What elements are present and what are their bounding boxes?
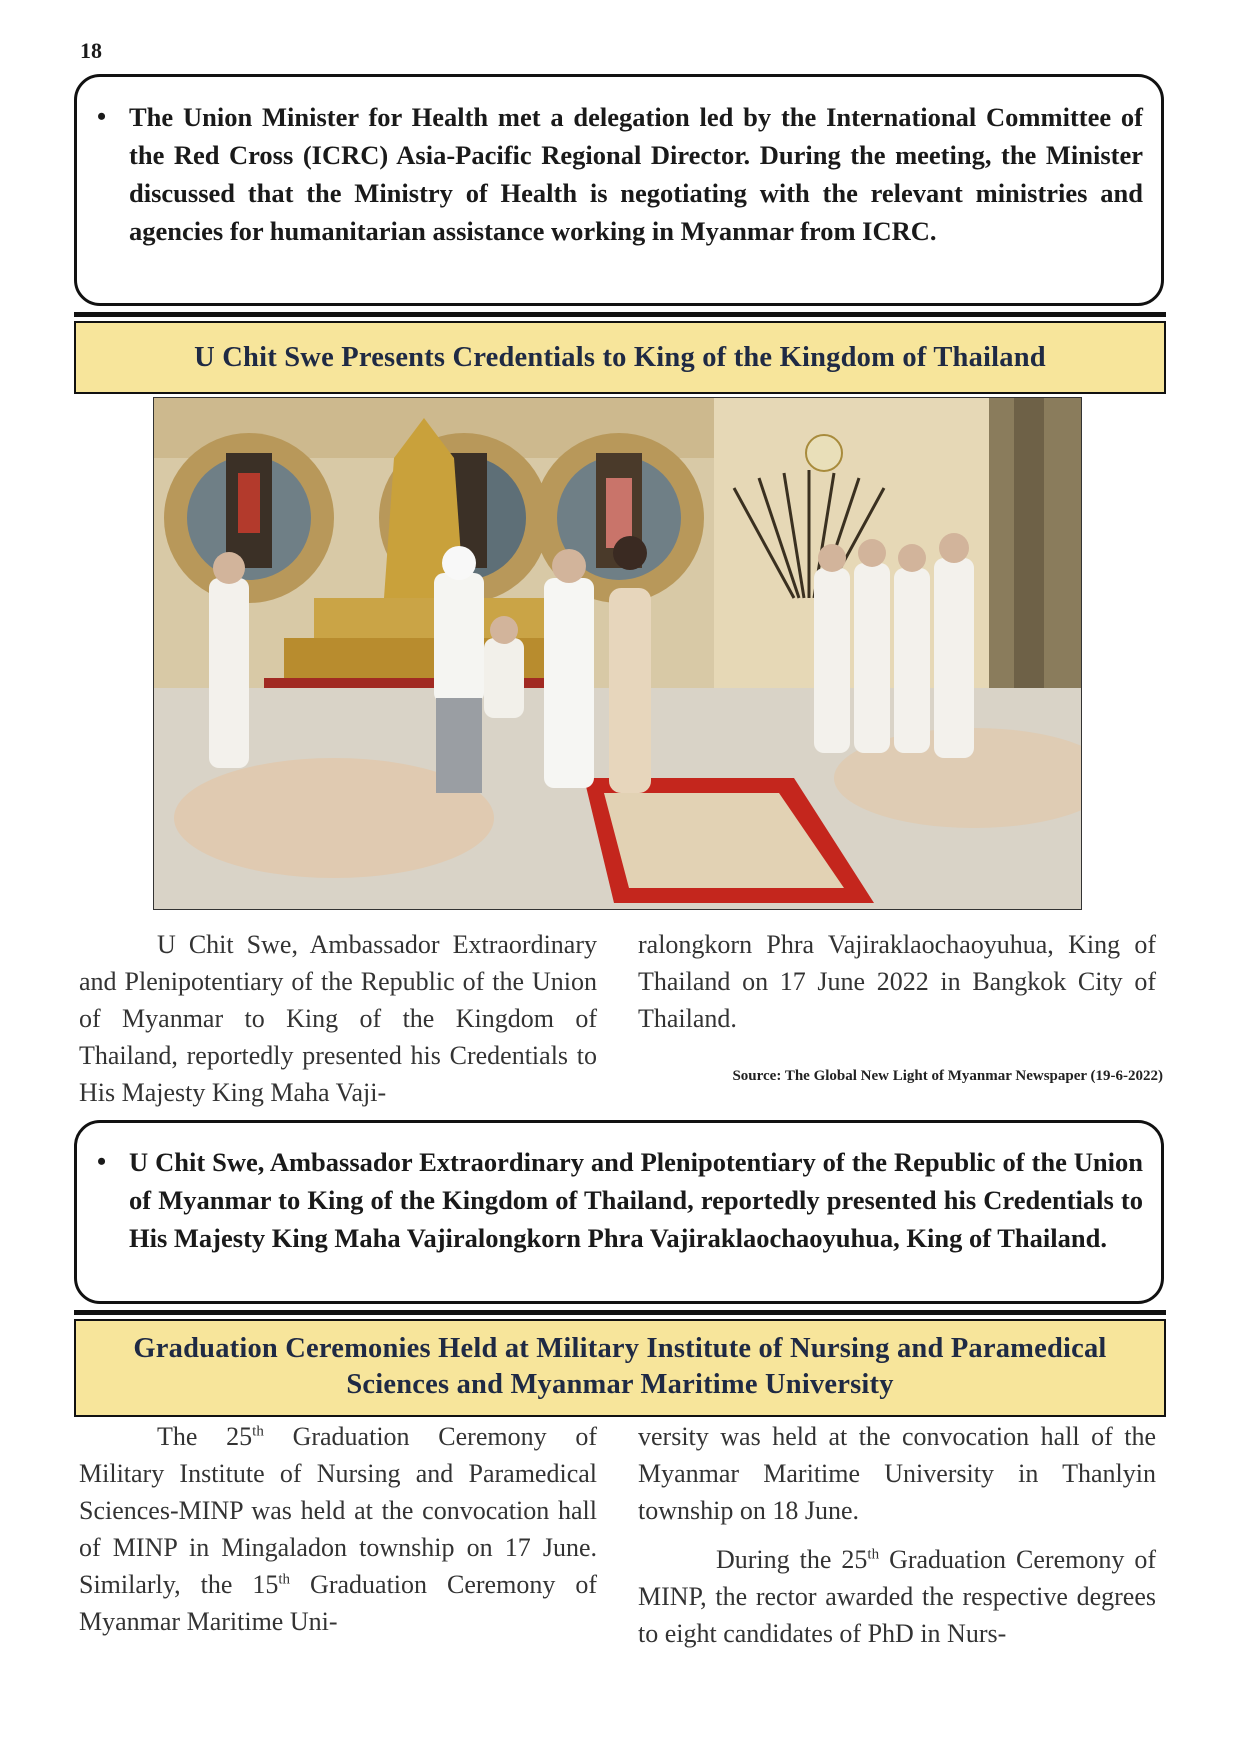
source-credit: Source: The Global New Light of Myanmar Newspaper (19-6-2022) — [732, 1068, 1163, 1084]
bullet-icon: • — [97, 1147, 107, 1176]
article-body-graduation-right: versity was held at the convocation hall of the Myanmar Maritime University in Thanlyin township on 18 June. During the 25th Graduation Ceremony of MINP, the rector awarded the respective degrees to eight candidates of PhD in Nurs- — [638, 1422, 1156, 1648]
article-body-credentials-left: U Chit Swe, Ambassador Extraordinary and Plenipotentiary of the Republic of the Union of Myanmar to King of the Kingdom of Thailand, reportedly presented his Credentials to His Majesty King Maha Vaji- — [79, 930, 597, 1107]
bullet-icon: • — [97, 102, 107, 131]
summary-box-credentials — [74, 1120, 1164, 1304]
article-headline-credentials: U Chit Swe Presents Credentials to King of the Kingdom of Thailand — [74, 321, 1166, 394]
article-headline-graduation: Graduation Ceremonies Held at Military Institute of Nursing and Paramedical Sciences and Myanmar Maritime University — [74, 1319, 1166, 1417]
ceremony-photo — [153, 397, 1082, 910]
article-body-credentials-right: ralongkorn Phra Vajiraklaochaoyuhua, King of Thailand on 17 June 2022 in Bangkok City of Thailand. — [638, 930, 1156, 1033]
summary-text-icrc: The Union Minister for Health met a delegation led by the International Committee of the Red Cross (ICRC) Asia-Pacific Regional Director. During the meeting, the Minister discussed that the Ministry of Health is negotiating with the relevant ministries and agencies for humanitarian assistance working in Myanmar from ICRC. — [129, 102, 1143, 246]
section-divider — [74, 1310, 1166, 1315]
page-number: 18 — [80, 38, 102, 63]
article-body-graduation-left: The 25th Graduation Ceremony of Military Institute of Nursing and Paramedical Sciences-MINP was held at the convocation hall of MINP in Mingaladon township on 17 June. Similarly, the 15th Graduation Ceremony of Myanmar Maritime Uni- — [79, 1422, 597, 1636]
summary-text-credentials: U Chit Swe, Ambassador Extraordinary and Plenipotentiary of the Republic of the Union of Myanmar to King of the Kingdom of Thailand, reportedly presented his Credentials to His Majesty King Maha Vajiralongkorn Phra Vajiraklaochaoyuhua, King of Thailand. — [129, 1147, 1143, 1253]
summary-box-icrc — [74, 74, 1164, 306]
section-divider — [74, 312, 1166, 317]
